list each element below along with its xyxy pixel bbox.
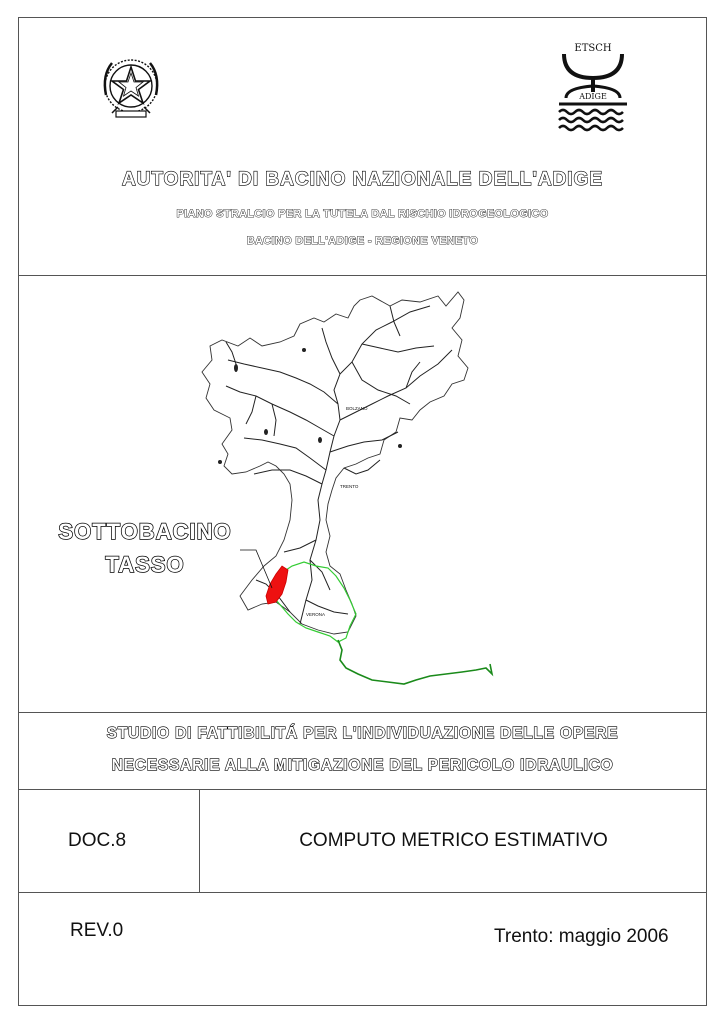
doc-number: DOC.8 [68,830,127,851]
basin-outline [202,292,468,634]
subbasin-label-line1: SOTTOBACINO [58,519,232,544]
logo-bottom-text: ADIGE [579,92,607,101]
logo-top-text: ETSCH [574,43,612,54]
revision: REV.0 [70,920,124,941]
divider-study [18,789,707,790]
basin-line: BACINO DELL'ADIGE - REGIONE VENETO [246,235,479,247]
place-label-bolzano: BOLZANO [346,406,368,411]
place-date: Trento: maggio 2006 [494,926,669,947]
plan-line: PIANO STRALCIO PER LA TUTELA DAL RISCHIO IDROGEOLOGICO [176,208,549,220]
study-line2: NECESSARIE ALLA MITIGAZIONE DEL PERICOLO IDRAULICO [111,757,614,774]
adige-lower-course [338,640,492,684]
doc-title: COMPUTO METRICO ESTIMATIVO [299,830,608,851]
study-line1: STUDIO DI FATTIBILITÁ PER L'INDIVIDUAZIONE DELLE OPERE [106,725,619,742]
subbasin-label-line2: TASSO [105,552,185,577]
place-label-trento: TRENTO [340,484,359,489]
divider-map [18,712,707,713]
authority-title: AUTORITA' DI BACINO NAZIONALE DELL'ADIGE [121,169,604,190]
place-label-verona: VERONA [306,612,326,617]
divider-doc [18,892,707,893]
